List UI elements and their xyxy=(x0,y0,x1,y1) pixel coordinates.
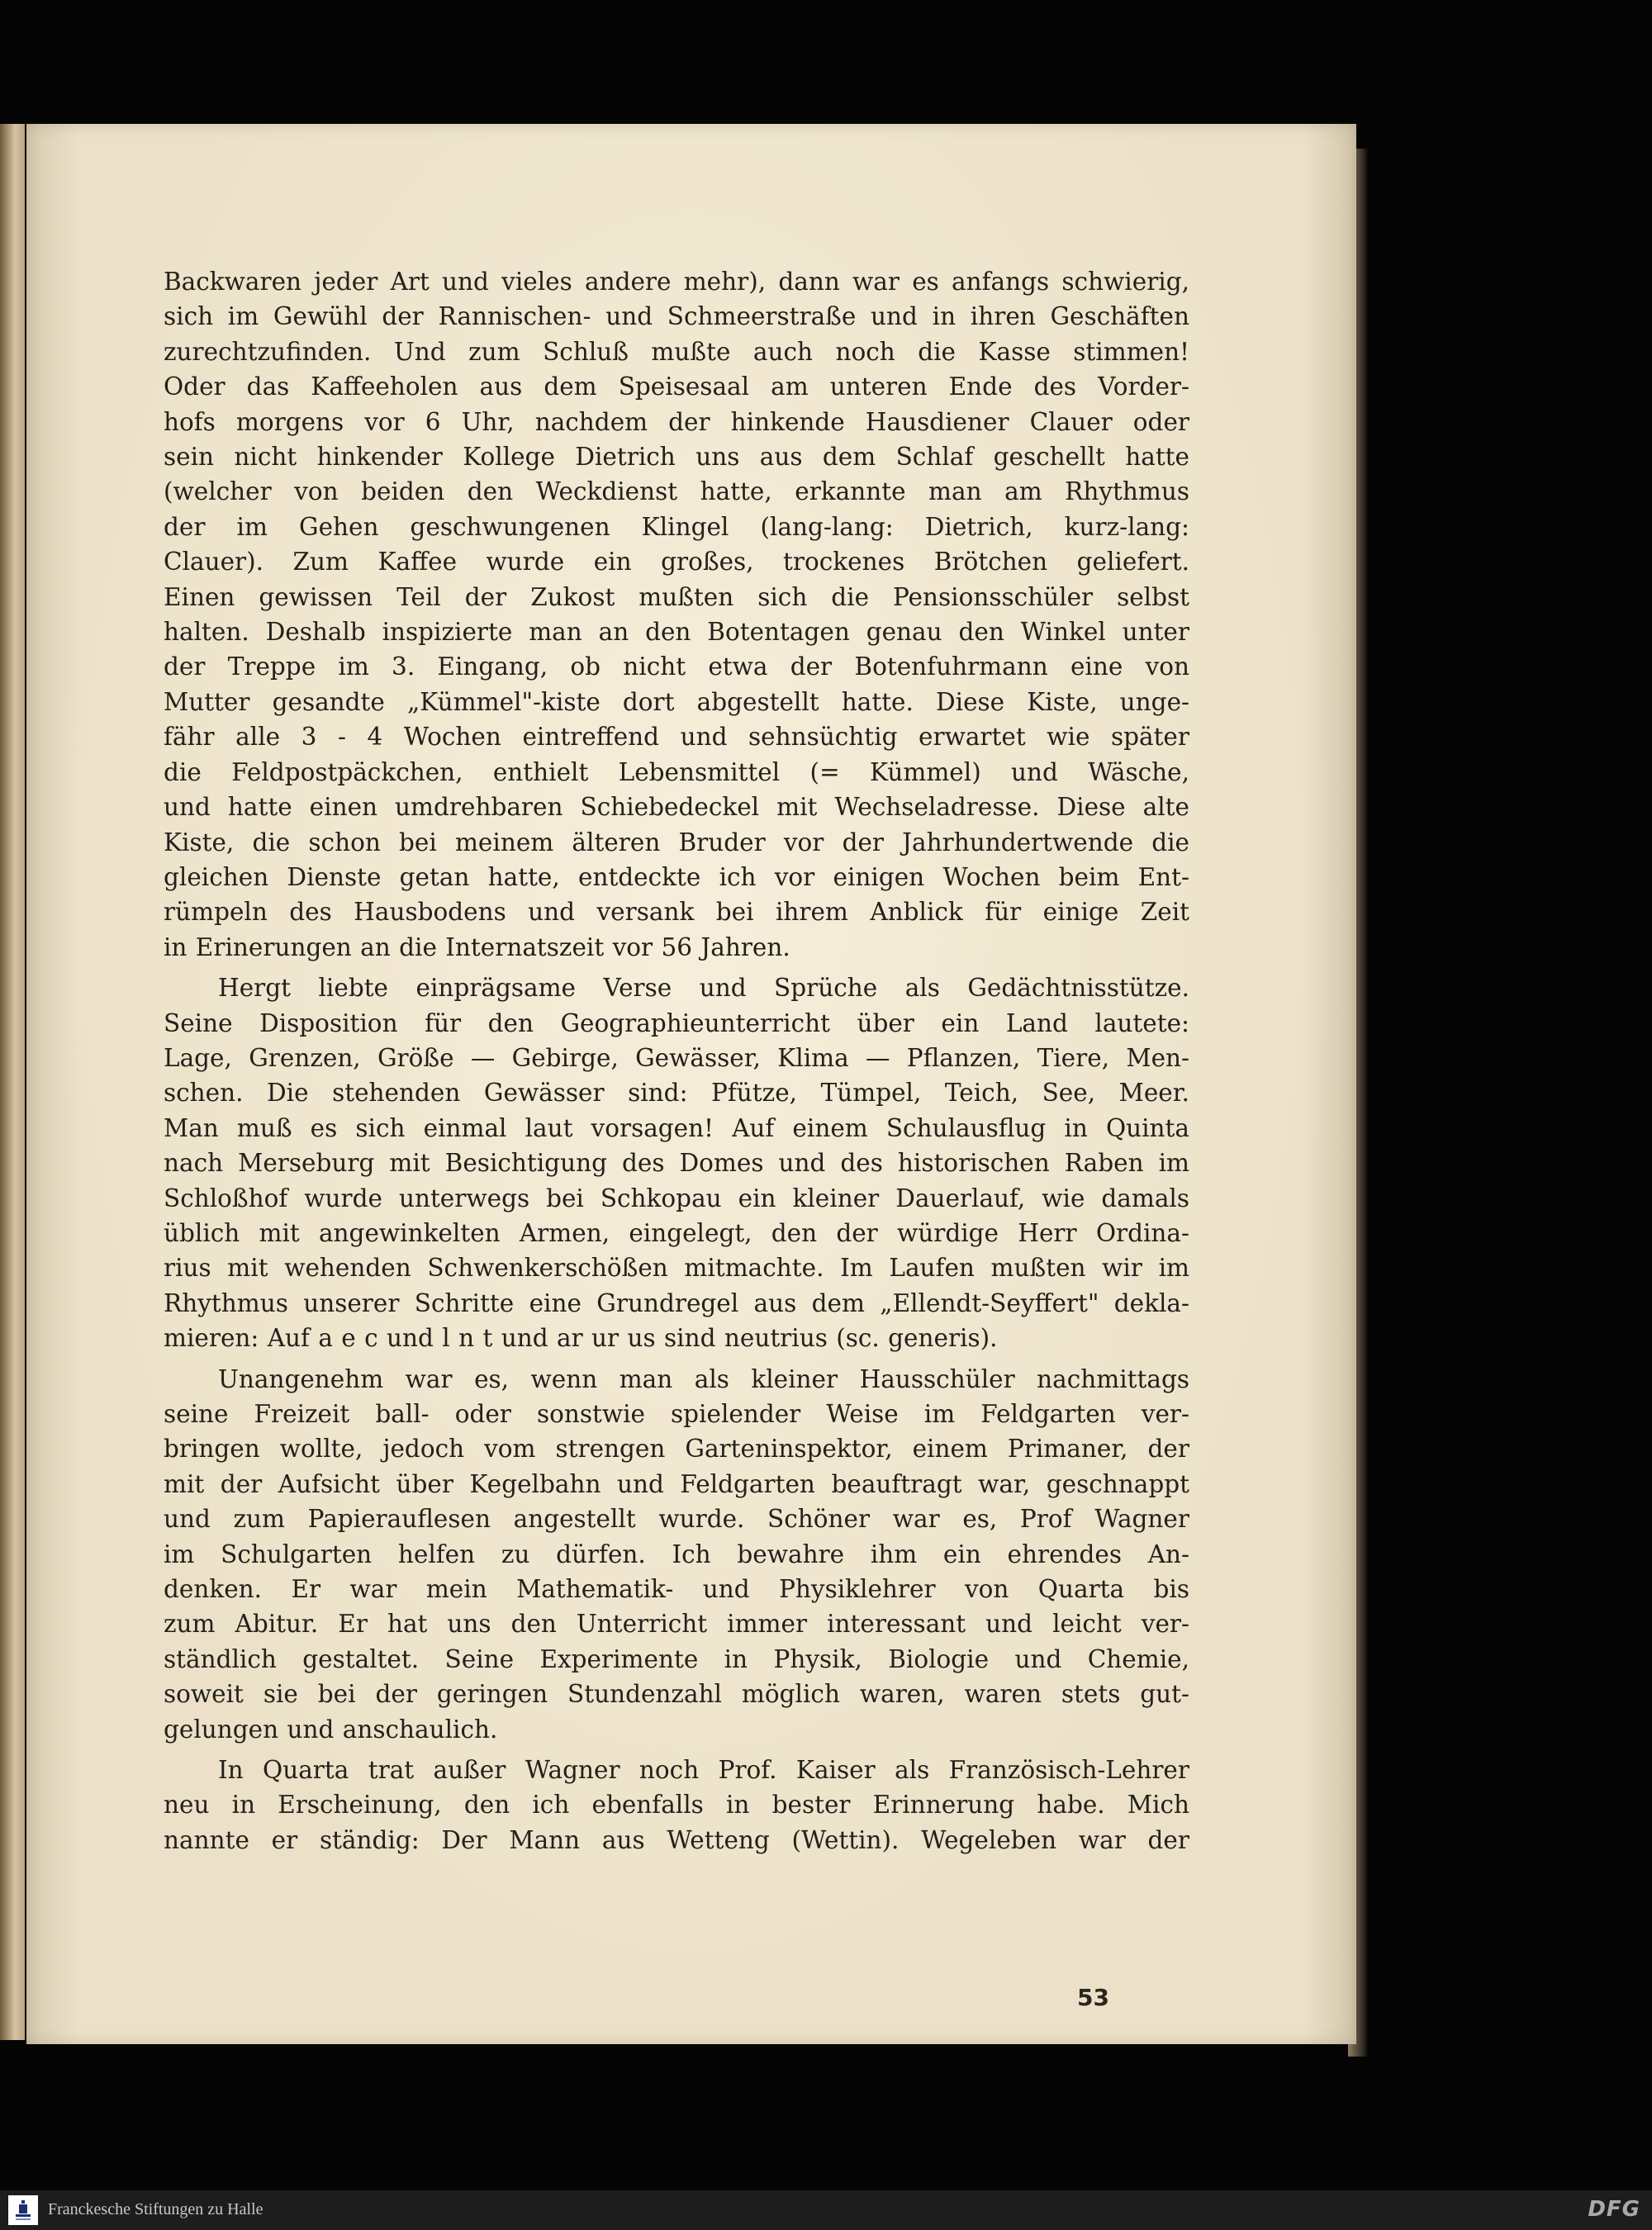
text-line: die Feldpostpäckchen, enthielt Lebensmittel (= Kümmel) und Wäsche, xyxy=(164,757,1189,786)
text-line: fähr alle 3 - 4 Wochen eintreffend und sehnsüchtig erwartet wie später xyxy=(164,723,1189,752)
text-line: sich im Gewühl der Rannischen- und Schmeerstraße und in ihren Geschäften xyxy=(164,302,1189,331)
text-line: (welcher von beiden den Weckdienst hatte, erkannte man am Rhythmus xyxy=(164,477,1189,506)
institution-logo-icon xyxy=(8,2195,38,2225)
viewer-footer xyxy=(0,2190,1652,2230)
text-line: Oder das Kaffeeholen aus dem Speisesaal am unteren Ende des Vorder- xyxy=(164,372,1189,401)
text-line: gelungen und anschaulich. xyxy=(164,1715,498,1744)
text-line: und zum Papierauflesen angestellt wurde. Schöner war es, Prof Wagner xyxy=(164,1505,1189,1534)
text-line: nach Merseburg mit Besichtigung des Domes und des historischen Raben im xyxy=(164,1149,1189,1178)
text-line: bringen wollte, jedoch vom strengen Garteninspektor, einem Primaner, der xyxy=(164,1435,1189,1464)
text-line: mieren: Auf a e c und l n t und ar ur us sind neutrius (sc. generis). xyxy=(164,1324,998,1353)
book-page xyxy=(26,124,1356,2044)
text-line: im Schulgarten helfen zu dürfen. Ich bewahre ihm ein ehrendes An- xyxy=(164,1540,1189,1568)
text-line: Hergt liebte einprägsame Verse und Sprüche als Gedächtnisstütze. xyxy=(218,974,1189,1003)
text-line: Seine Disposition für den Geographieunterricht über ein Land lautete: xyxy=(164,1008,1189,1037)
text-line: Einen gewissen Teil der Zukost mußten sich die Pensionsschüler selbst xyxy=(164,582,1189,611)
text-line: neu in Erscheinung, den ich ebenfalls in bester Erinnerung habe. Mich xyxy=(164,1791,1189,1820)
text-line: Clauer). Zum Kaffee wurde ein großes, trockenes Brötchen geliefert. xyxy=(164,548,1189,576)
text-line: der Treppe im 3. Eingang, ob nicht etwa der Botenfuhrmann eine von xyxy=(164,652,1189,681)
paragraph-gap xyxy=(164,1356,1189,1362)
text-line: Unangenehm war es, wenn man als kleiner Hausschüler nachmittags xyxy=(218,1364,1189,1393)
text-line: Rhythmus unserer Schritte eine Grundregel aus dem „Ellendt-Seyffert" dekla- xyxy=(164,1288,1189,1317)
text-line: rümpeln des Hausbodens und versank bei ihrem Anblick für einige Zeit xyxy=(164,898,1189,927)
text-line: nannte er ständig: Der Mann aus Wetteng (Wettin). Wegeleben war der xyxy=(164,1825,1189,1854)
text-line: Backwaren jeder Art und vieles andere mehr), dann war es anfangs schwierig, xyxy=(164,268,1189,296)
text-line: gleichen Dienste getan hatte, entdeckte ich vor einigen Wochen beim Ent- xyxy=(164,862,1189,891)
text-line: üblich mit angewinkelten Armen, eingelegt, den der würdige Herr Ordina- xyxy=(164,1218,1189,1247)
text-line: in Erinerungen an die Internatszeit vor 56 Jahren. xyxy=(164,932,790,961)
text-line: ständlich gestaltet. Seine Experimente in Physik, Biologie und Chemie, xyxy=(164,1644,1189,1673)
text-line: mit der Aufsicht über Kegelbahn und Feldgarten beauftragt war, geschnappt xyxy=(164,1469,1189,1498)
text-line: zum Abitur. Er hat uns den Unterricht immer interessant und leicht ver- xyxy=(164,1610,1189,1639)
institution-name: Franckesche Stiftungen zu Halle xyxy=(48,2200,263,2218)
text-line: Lage, Grenzen, Größe — Gebirge, Gewässer, Klima — Pflanzen, Tiere, Men- xyxy=(164,1043,1189,1072)
text-line: Man muß es sich einmal laut vorsagen! Auf einem Schulausflug in Quinta xyxy=(164,1113,1189,1142)
text-line: denken. Er war mein Mathematik- und Physiklehrer von Quarta bis xyxy=(164,1575,1189,1604)
text-line: Mutter gesandte „Kümmel"-kiste dort abgestellt hatte. Diese Kiste, unge- xyxy=(164,687,1189,716)
left-page-edge xyxy=(0,124,25,2040)
text-line: rius mit wehenden Schwenkerschößen mitmachte. Im Laufen mußten wir im xyxy=(164,1254,1189,1283)
paragraph-gap xyxy=(164,965,1189,970)
page-number: 53 xyxy=(1077,1984,1109,2011)
text-line: hofs morgens vor 6 Uhr, nachdem der hinkende Hausdiener Clauer oder xyxy=(164,407,1189,436)
text-line: Schloßhof wurde unterwegs bei Schkopau ein kleiner Dauerlauf, wie damals xyxy=(164,1184,1189,1212)
text-line: soweit sie bei der geringen Stundenzahl möglich waren, waren stets gut- xyxy=(164,1680,1189,1709)
text-line: der im Gehen geschwungenen Klingel (lang-lang: Dietrich, kurz-lang: xyxy=(164,512,1189,541)
text-line: sein nicht hinkender Kollege Dietrich uns aus dem Schlaf geschellt hatte xyxy=(164,443,1189,472)
text-line: schen. Die stehenden Gewässer sind: Pfütze, Tümpel, Teich, See, Meer. xyxy=(164,1079,1189,1108)
body-text xyxy=(164,264,1189,1858)
text-line: und hatte einen umdrehbaren Schiebedeckel mit Wechseladresse. Diese alte xyxy=(164,793,1189,822)
text-line: halten. Deshalb inspizierte man an den Botentagen genau den Winkel unter xyxy=(164,618,1189,647)
paragraph-gap xyxy=(164,1747,1189,1753)
text-line: In Quarta trat außer Wagner noch Prof. Kaiser als Französisch-Lehrer xyxy=(218,1756,1189,1785)
text-line: seine Freizeit ball- oder sonstwie spielender Weise im Feldgarten ver- xyxy=(164,1400,1189,1428)
dfg-logo: DFG xyxy=(1588,2197,1640,2222)
text-line: Kiste, die schon bei meinem älteren Bruder vor der Jahrhundertwende die xyxy=(164,828,1189,856)
text-line: zurechtzufinden. Und zum Schluß mußte auch noch die Kasse stimmen! xyxy=(164,337,1189,366)
